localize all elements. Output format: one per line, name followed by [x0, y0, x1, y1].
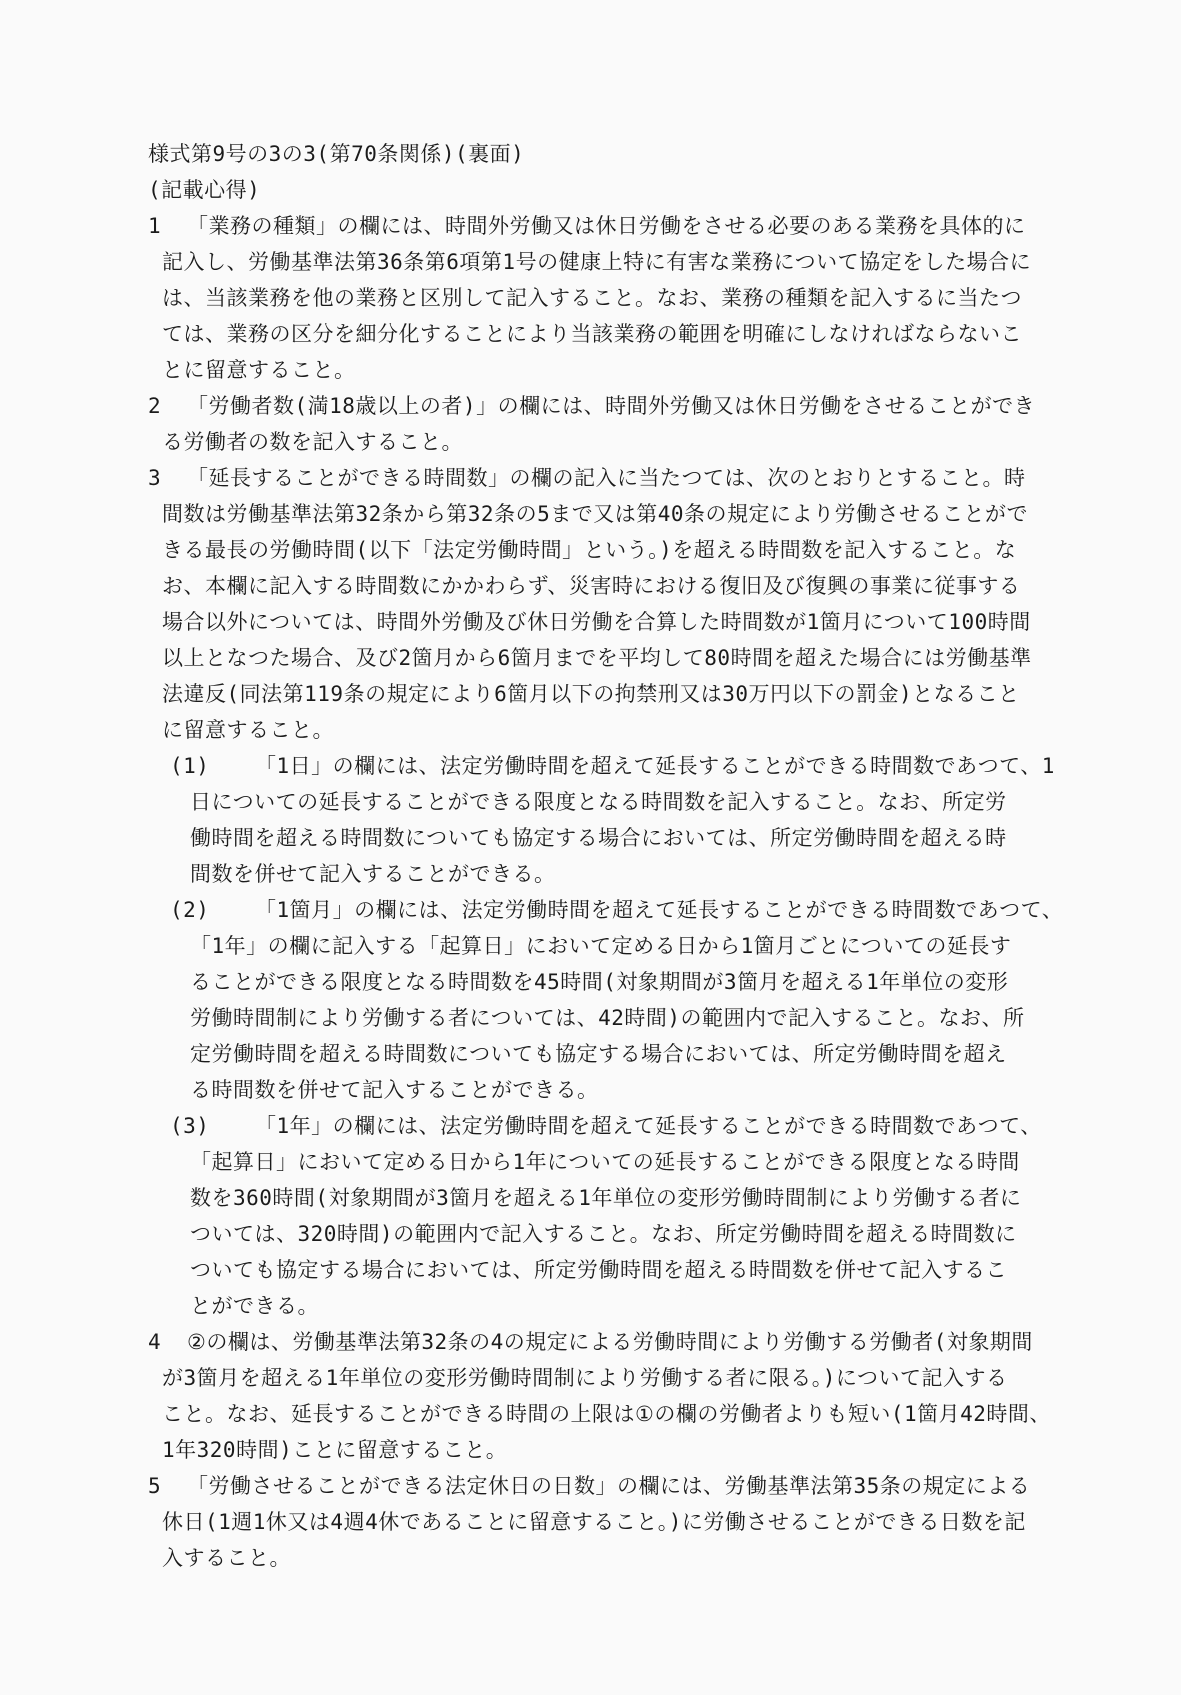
item-line: 記入し、労働基準法第36条第6項第1号の健康上特に有害な業務について協定をした場合に: [162, 250, 1032, 274]
item-text: 「延長することができる時間数」の欄の記入に当たつては、次のとおりとすること。時: [187, 466, 1026, 490]
subitem-number: (1): [170, 754, 210, 778]
item-number: 1: [148, 214, 162, 238]
notes-list: [148, 208, 1064, 1576]
subitem-line: ついても協定する場合においては、所定労働時間を超える時間数を併せて記入するこ: [190, 1258, 1007, 1282]
note-item: [148, 1324, 1058, 1468]
item-line: は、当該業務を他の業務と区別して記入すること。なお、業務の種類を記入するに当たつ: [162, 286, 1022, 310]
subitem-number: (3): [170, 1114, 210, 1138]
item-line: とに留意すること。: [162, 358, 356, 382]
item-line: 場合以外については、時間外労働及び休日労働を合算した時間数が1箇月について100時間: [162, 610, 1031, 634]
item-line: こと。なお、延長することができる時間の上限は①の欄の労働者よりも短い(1箇月42時間、: [162, 1402, 1051, 1426]
item-line: 以上となつた場合、及び2箇月から6箇月までを平均して80時間を超えた場合には労働基準: [162, 646, 1032, 670]
item-line: ては、業務の区分を細分化することにより当該業務の範囲を明確にしなければならないこ: [162, 322, 1022, 346]
subitem-line: 「起算日」において定める日から1年についての延長することができる限度となる時間: [190, 1150, 1020, 1174]
item-line: [148, 1324, 1058, 1360]
subitem-line: [148, 748, 1058, 784]
note-item: [148, 1468, 1058, 1576]
subitem-line: [148, 1108, 1058, 1144]
item-text: 「労働者数(満18歳以上の者)」の欄には、時間外労働又は休日労働をさせることができ: [187, 394, 1036, 418]
subitem-text: 「1日」の欄には、法定労働時間を超えて延長することができる時間数であつて、1: [255, 754, 1055, 778]
subitem-number: (2): [170, 898, 210, 922]
item-line: [148, 460, 1058, 496]
subitem-line: 日についての延長することができる限度となる時間数を記入すること。なお、所定労: [190, 790, 1007, 814]
item-line: きる最長の労働時間(以下「法定労働時間」という。)を超える時間数を記入すること。な: [162, 538, 1017, 562]
item-line: 法違反(同法第119条の規定により6箇月以下の拘禁刑又は30万円以下の罰金)となること: [162, 682, 1020, 706]
item-number: 2: [148, 394, 162, 418]
subitem-line: 労働時間制により労働する者については、42時間)の範囲内で記入すること。なお、所: [190, 1006, 1025, 1030]
subitem-line: とができる。: [190, 1294, 319, 1318]
item-line: る労働者の数を記入すること。: [162, 430, 463, 454]
subitem-line: 数を360時間(対象期間が3箇月を超える1年単位の変形労働時間制により労働する者に: [190, 1186, 1022, 1210]
document-content: [148, 136, 1064, 1576]
subitem-line: 定労働時間を超える時間数についても協定する場合においては、所定労働時間を超え: [190, 1042, 1007, 1066]
notes-heading: (記載心得): [148, 178, 261, 202]
item-number: 5: [148, 1474, 162, 1498]
subitem-text: 「1年」の欄には、法定労働時間を超えて延長することができる時間数であつて、: [255, 1114, 1042, 1138]
item-line: 間数は労働基準法第32条から第32条の5まで又は第40条の規定により労働させることがで: [162, 502, 1028, 526]
note-item: [148, 460, 1064, 1324]
item-text: 「労働させることができる法定休日の日数」の欄には、労働基準法第35条の規定による: [187, 1474, 1031, 1498]
item-number: 4: [148, 1330, 162, 1354]
item-line: に留意すること。: [162, 718, 334, 742]
item-line: 入すること。: [162, 1546, 291, 1570]
subitem-line: [148, 892, 1064, 928]
note-item: [148, 208, 1058, 388]
item-line: [148, 388, 1058, 424]
item-line: [148, 208, 1058, 244]
subitem-line: 間数を併せて記入することができる。: [190, 862, 556, 886]
item-line: が3箇月を超える1年単位の変形労働時間制により労働する者に限る。)について記入する: [162, 1366, 1008, 1390]
item-text: ②の欄は、労働基準法第32条の4の規定による労働時間により労働する労働者(対象期間: [187, 1330, 1033, 1354]
subitem-line: る時間数を併せて記入することができる。: [190, 1078, 599, 1102]
subitem-line: ついては、320時間)の範囲内で記入すること。なお、所定労働時間を超える時間数に: [190, 1222, 1017, 1246]
subitem-line: 「1年」の欄に記入する「起算日」において定める日から1箇月ごとについての延長す: [190, 934, 1012, 958]
subitem-line: ることができる限度となる時間数を45時間(対象期間が3箇月を超える1年単位の変形: [190, 970, 1009, 994]
form-title: 様式第9号の3の3(第70条関係)(裏面): [148, 142, 525, 166]
note-item: [148, 388, 1058, 460]
subitem-line: 働時間を超える時間数についても協定する場合においては、所定労働時間を超える時: [190, 826, 1007, 850]
item-text: 「業務の種類」の欄には、時間外労働又は休日労働をさせる必要のある業務を具体的に: [187, 214, 1026, 238]
item-line: お、本欄に記入する時間数にかかわらず、災害時における復旧及び復興の事業に従事する: [162, 574, 1021, 598]
item-line: 1年320時間)ことに留意すること。: [162, 1438, 508, 1462]
item-line: [148, 1468, 1058, 1504]
item-number: 3: [148, 466, 162, 490]
item-line: 休日(1週1休又は4週4休であることに留意すること。)に労働させることができる日数を記: [162, 1510, 1026, 1534]
subitem-text: 「1箇月」の欄には、法定労働時間を超えて延長することができる時間数であつて、: [255, 898, 1064, 922]
